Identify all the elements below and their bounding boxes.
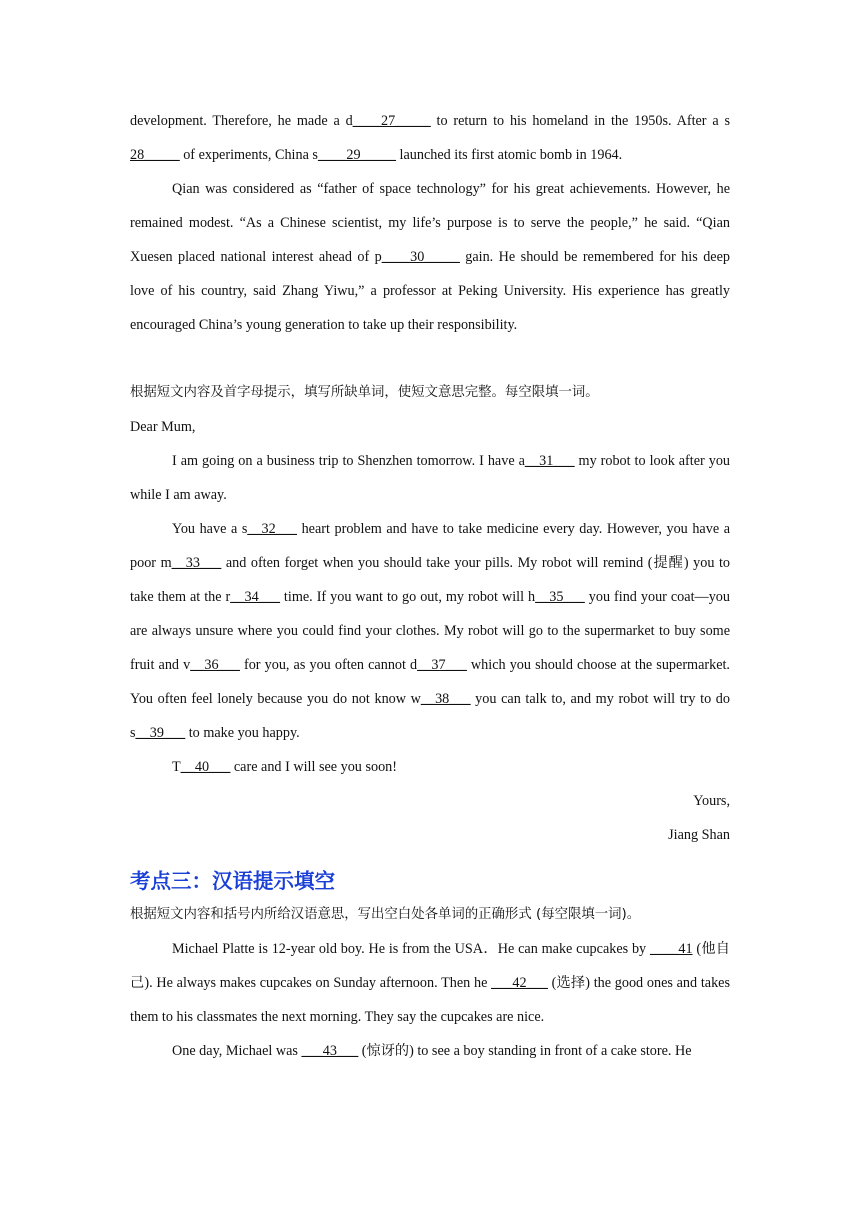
- text-run: to make you happy.: [185, 725, 300, 741]
- letter-greeting: Dear Mum,: [130, 419, 196, 435]
- letter-paragraph-2: [130, 512, 730, 750]
- paragraph-michael-2: [130, 1034, 730, 1068]
- paragraph-michael-1: [130, 932, 730, 1034]
- text-run: (他自己). He always makes cupcakes on Sunday afternoon. Then he: [130, 941, 730, 991]
- paragraph-qian-return: [130, 104, 730, 172]
- text-run: time. If you want to go out, my robot will h: [279, 589, 536, 605]
- section-instruction: 根据短文内容及首字母提示，填写所缺单词，使短文意思完整。每空限填一词。: [130, 385, 599, 400]
- answer-blank[interactable]: ___42___: [491, 975, 548, 991]
- answer-blank[interactable]: 28_____: [130, 147, 180, 163]
- section-instruction-cn: 根据短文内容和括号内所给汉语意思，写出空白处各单词的正确形式 (每空限填一词)。: [130, 907, 641, 922]
- text-run: (惊讶的) to see a boy standing in front of a cake store. He: [358, 1043, 692, 1059]
- text-run: heart problem and have to take medicine every day. However, you have a poor m: [130, 521, 730, 571]
- letter-paragraph-3: [130, 750, 730, 784]
- answer-blank[interactable]: __38___: [420, 691, 471, 707]
- answer-blank[interactable]: ____27_____: [352, 113, 431, 129]
- answer-blank[interactable]: __32___: [247, 521, 297, 537]
- answer-blank[interactable]: __35___: [535, 589, 585, 605]
- text-run: Michael Platte is 12-year old boy. He is from the USA．He can make cupcakes by: [172, 941, 650, 957]
- text-run: you can talk to, and my robot will try to do s: [130, 691, 730, 741]
- text-run: One day, Michael was: [172, 1043, 302, 1059]
- answer-blank[interactable]: __36___: [190, 657, 240, 673]
- answer-blank[interactable]: __40___: [180, 759, 231, 775]
- text-run: T: [172, 759, 181, 775]
- text-run: of experiments, China s: [179, 147, 318, 163]
- text-run: Qian was considered as “father of space technology” for his great achievements. However, he remained modest. “As a Chinese scientist, my life’s purpose is to serve the people,” he said. “Qian Xuesen placed national interest ahead of p: [130, 181, 730, 265]
- text-run: (选择) the good ones and takes them to his classmates the next morning. They say the cupcakes are nice.: [130, 975, 730, 1025]
- text-run: I am going on a business trip to Shenzhen tomorrow. I have a: [172, 453, 525, 469]
- answer-blank[interactable]: ___43___: [301, 1043, 359, 1059]
- document-page: [130, 104, 730, 1068]
- answer-blank[interactable]: ____41: [649, 941, 693, 957]
- text-run: my robot to look after you while I am away.: [130, 453, 731, 503]
- text-run: care and I will see you soon!: [230, 759, 397, 775]
- answer-blank[interactable]: ____29_____: [317, 147, 396, 163]
- text-run: you find your coat—you are always unsure where you could find your clothes. My robot will go to the supermarket to buy some fruit and v: [130, 589, 730, 673]
- text-run: for you, as you often cannot d: [239, 657, 418, 673]
- answer-blank[interactable]: ____30_____: [381, 249, 460, 265]
- answer-blank[interactable]: __33___: [171, 555, 222, 571]
- letter-closing: Yours,: [693, 793, 730, 809]
- text-run: and often forget when you should take your pills. My robot will remind (提醒) you to take them at the r: [130, 555, 731, 605]
- section-gap: [130, 342, 730, 376]
- answer-blank[interactable]: __37___: [417, 657, 467, 673]
- text-run: to return to his homeland in the 1950s. After a s: [430, 113, 730, 129]
- paragraph-qian-modest: [130, 172, 730, 342]
- text-run: development. Therefore, he made a d: [130, 113, 353, 129]
- text-run: gain. He should be remembered for his deep love of his country, said Zhang Yiwu,” a professor at Peking University. His experience has greatly encouraged China’s young generation to take up their responsibility.: [130, 249, 730, 333]
- text-run: which you should choose at the supermarket. You often feel lonely because you do not know w: [130, 657, 730, 707]
- section-heading: 考点三：汉语提示填空: [130, 869, 335, 893]
- answer-blank[interactable]: __34___: [230, 589, 280, 605]
- answer-blank[interactable]: __39___: [135, 725, 186, 741]
- text-run: launched its first atomic bomb in 1964.: [396, 147, 623, 163]
- answer-blank[interactable]: __31___: [524, 453, 575, 469]
- text-run: You have a s: [172, 521, 248, 537]
- letter-signature: Jiang Shan: [668, 827, 730, 843]
- letter-paragraph-1: [130, 444, 730, 512]
